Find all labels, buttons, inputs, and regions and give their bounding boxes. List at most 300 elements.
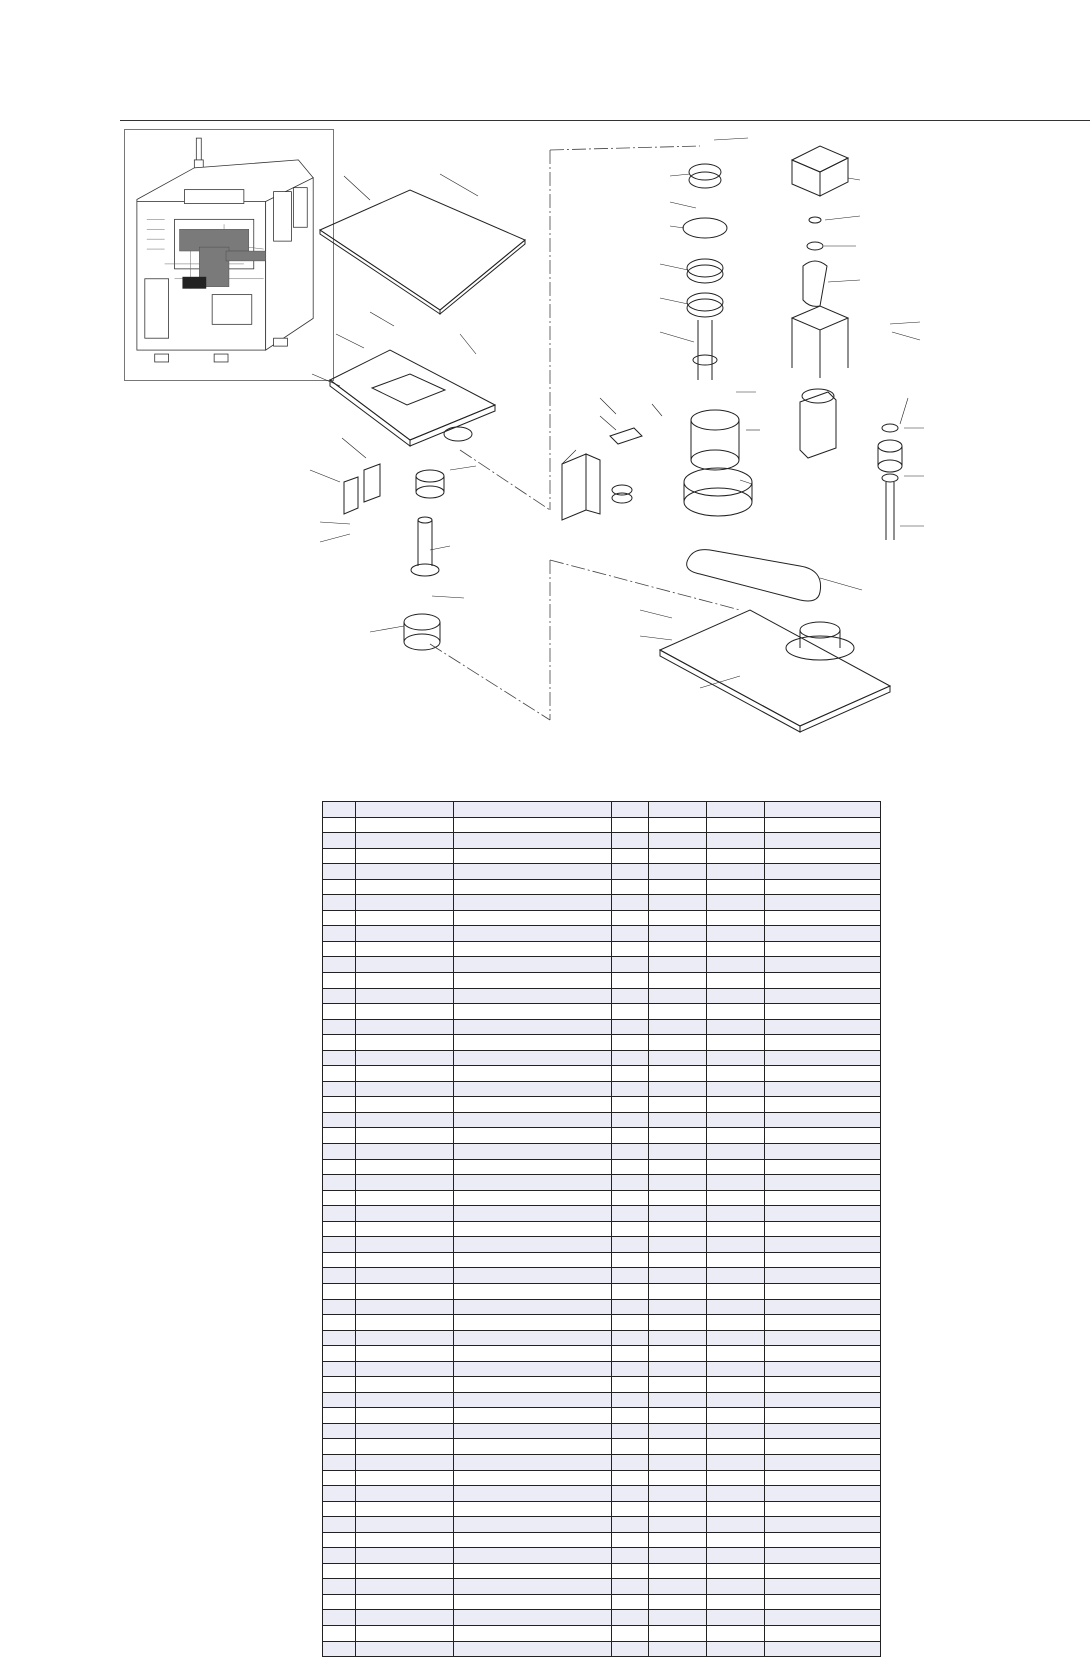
table-cell [649,1361,707,1377]
table-cell [649,1346,707,1362]
table-cell [649,1097,707,1113]
table-row [323,1486,881,1502]
table-row [323,802,881,818]
table-cell [765,848,881,864]
table-cell [612,833,649,849]
table-cell [612,1625,649,1641]
table-cell [323,1408,356,1424]
table-cell [649,1175,707,1191]
table-cell [649,1159,707,1175]
table-cell [454,1346,612,1362]
table-cell [649,1563,707,1579]
table-cell [323,1439,356,1455]
table-row [323,879,881,895]
table-cell [765,1268,881,1284]
table-cell [612,957,649,973]
table-cell [454,988,612,1004]
table-cell [707,1330,765,1346]
table-cell [707,879,765,895]
table-cell [454,973,612,989]
table-cell [356,1019,454,1035]
table-cell [649,1035,707,1051]
table-cell [765,1035,881,1051]
mounting-plate [330,350,495,440]
table-cell [612,864,649,880]
table-cell [707,1144,765,1160]
table-row [323,1439,881,1455]
table-cell [707,1050,765,1066]
table-row [323,1081,881,1097]
table-cell [356,1579,454,1595]
table-cell [649,802,707,818]
table-cell [356,1268,454,1284]
table-cell [612,1517,649,1533]
table-cell [765,1610,881,1626]
table-cell [707,1268,765,1284]
table-cell [454,1532,612,1548]
table-cell [707,1081,765,1097]
table-cell [765,1206,881,1222]
table-cell [707,1486,765,1502]
motor-cover [792,146,848,172]
table-row [323,848,881,864]
table-cell [707,1408,765,1424]
table-row [323,1128,881,1144]
table-cell [454,1470,612,1486]
table-cell [707,988,765,1004]
table-row [323,1408,881,1424]
table-cell [454,1066,612,1082]
table-cell [323,1361,356,1377]
table-row [323,817,881,833]
table-cell [765,1377,881,1393]
table-cell [612,1175,649,1191]
table-cell [707,1190,765,1206]
table-cell [649,926,707,942]
table-cell [454,1548,612,1564]
table-cell [323,973,356,989]
table-row [323,1548,881,1564]
table-cell [765,1144,881,1160]
table-cell [454,1517,612,1533]
table-cell [356,1112,454,1128]
table-cell [649,1408,707,1424]
table-cell [356,895,454,911]
table-cell [649,1112,707,1128]
table-cell [707,864,765,880]
table-cell [454,1454,612,1470]
table-cell [356,1283,454,1299]
table-row [323,1206,881,1222]
table-cell [649,988,707,1004]
table-cell [323,879,356,895]
table-cell [323,817,356,833]
table-cell [649,1221,707,1237]
table-cell [356,1330,454,1346]
table-cell [323,1175,356,1191]
table-cell [356,864,454,880]
table-cell [356,1252,454,1268]
table-cell [765,1128,881,1144]
table-cell [323,1641,356,1657]
table-cell [765,833,881,849]
table-cell [612,1470,649,1486]
table-row [323,1563,881,1579]
table-cell [356,1517,454,1533]
table-cell [612,1299,649,1315]
table-cell [707,1610,765,1626]
table-cell [356,1159,454,1175]
table-cell [454,1019,612,1035]
table-row [323,1517,881,1533]
table-cell [454,926,612,942]
table-row [323,1315,881,1331]
table-cell [323,1625,356,1641]
table-cell [612,1594,649,1610]
table-cell [356,1501,454,1517]
table-cell [707,848,765,864]
table-cell [454,1190,612,1206]
table-cell [454,1563,612,1579]
table-cell [765,1252,881,1268]
table-cell [356,1237,454,1253]
table-cell [323,957,356,973]
table-cell [323,1221,356,1237]
table-row [323,1066,881,1082]
table-row [323,1019,881,1035]
table-cell [356,1548,454,1564]
table-row [323,1112,881,1128]
table-cell [765,879,881,895]
table-cell [612,1392,649,1408]
table-cell [612,848,649,864]
table-cell [612,973,649,989]
table-cell [356,879,454,895]
table-cell [356,1066,454,1082]
table-row [323,1625,881,1641]
table-cell [454,1237,612,1253]
table-cell [356,1594,454,1610]
table-cell [323,848,356,864]
table-cell [454,1377,612,1393]
table-cell [765,1175,881,1191]
table-cell [612,1423,649,1439]
table-cell [323,1190,356,1206]
table-row [323,1004,881,1020]
table-cell [649,1625,707,1641]
table-cell [612,1532,649,1548]
table-cell [612,1206,649,1222]
table-cell [323,1392,356,1408]
table-cell [707,1346,765,1362]
table-row [323,1470,881,1486]
table-cell [323,1470,356,1486]
table-cell [323,1517,356,1533]
table-cell [765,1315,881,1331]
table-cell [707,1206,765,1222]
table-cell [323,1097,356,1113]
table-cell [765,1392,881,1408]
table-cell [323,1454,356,1470]
table-cell [612,1315,649,1331]
table-cell [323,1330,356,1346]
table-cell [323,1112,356,1128]
table-cell [649,1330,707,1346]
table-row [323,1641,881,1657]
table-cell [356,848,454,864]
table-cell [765,1330,881,1346]
table-cell [707,1097,765,1113]
table-cell [612,802,649,818]
table-cell [649,1190,707,1206]
table-cell [454,1361,612,1377]
table-cell [649,1454,707,1470]
parts-list-body [323,802,881,1657]
table-cell [765,1470,881,1486]
table-cell [454,1081,612,1097]
table-cell [612,1066,649,1082]
table-cell [765,1159,881,1175]
table-cell [707,1423,765,1439]
table-cell [765,1563,881,1579]
table-cell [356,1532,454,1548]
table-row [323,957,881,973]
table-cell [323,1346,356,1362]
table-cell [612,1019,649,1035]
mid-bracket [562,454,586,520]
table-row [323,1330,881,1346]
table-cell [649,1268,707,1284]
table-cell [612,1408,649,1424]
table-cell [356,988,454,1004]
table-cell [707,1501,765,1517]
table-cell [649,1486,707,1502]
table-cell [323,1081,356,1097]
table-cell [323,1066,356,1082]
table-cell [612,988,649,1004]
table-cell [765,802,881,818]
table-cell [707,926,765,942]
table-row [323,1579,881,1595]
table-cell [612,1081,649,1097]
table-cell [612,1563,649,1579]
table-cell [765,1190,881,1206]
table-cell [765,1641,881,1657]
table-cell [356,926,454,942]
table-cell [323,1144,356,1160]
table-cell [454,848,612,864]
table-cell [707,802,765,818]
table-row [323,864,881,880]
table-cell [765,1112,881,1128]
table-cell [765,1097,881,1113]
table-cell [612,1097,649,1113]
table-cell [356,1221,454,1237]
table-cell [454,1206,612,1222]
table-cell [356,1035,454,1051]
table-cell [707,941,765,957]
table-cell [707,1563,765,1579]
table-row [323,1050,881,1066]
table-cell [356,1454,454,1470]
table-cell [649,1594,707,1610]
table-row [323,1097,881,1113]
table-cell [356,1610,454,1626]
table-cell [612,1237,649,1253]
table-cell [649,1377,707,1393]
table-cell [612,1454,649,1470]
table-cell [454,1299,612,1315]
table-row [323,1237,881,1253]
table-cell [454,1050,612,1066]
table-cell [765,941,881,957]
table-cell [649,973,707,989]
table-cell [612,941,649,957]
table-row [323,973,881,989]
table-cell [454,1423,612,1439]
table-cell [454,1097,612,1113]
table-cell [356,1423,454,1439]
table-cell [765,864,881,880]
table-row [323,1377,881,1393]
table-cell [765,973,881,989]
table-cell [323,988,356,1004]
table-cell [323,1283,356,1299]
table-cell [612,1501,649,1517]
table-cell [356,1128,454,1144]
table-cell [454,941,612,957]
table-cell [765,1346,881,1362]
table-cell [612,1128,649,1144]
table-cell [765,1237,881,1253]
table-cell [765,988,881,1004]
table-row [323,1159,881,1175]
table-cell [612,1190,649,1206]
table-row [323,1454,881,1470]
table-cell [612,1283,649,1299]
table-cell [356,1361,454,1377]
table-cell [454,957,612,973]
table-cell [707,1392,765,1408]
table-cell [649,1517,707,1533]
table-cell [323,1128,356,1144]
table-cell [765,895,881,911]
table-cell [765,910,881,926]
table-cell [649,1081,707,1097]
table-cell [323,1237,356,1253]
table-cell [707,1579,765,1595]
table-cell [649,1610,707,1626]
table-cell [707,1019,765,1035]
table-cell [707,895,765,911]
table-cell [707,1299,765,1315]
table-cell [356,1097,454,1113]
table-cell [649,1392,707,1408]
table-cell [356,1641,454,1657]
table-cell [356,1439,454,1455]
table-cell [323,1579,356,1595]
table-cell [454,1035,612,1051]
table-cell [707,1252,765,1268]
table-cell [612,1579,649,1595]
table-cell [707,1625,765,1641]
table-cell [323,1268,356,1284]
table-cell [454,1221,612,1237]
table-cell [323,1299,356,1315]
table-cell [649,848,707,864]
table-row [323,1299,881,1315]
table-cell [323,1004,356,1020]
table-cell [765,1501,881,1517]
table-cell [454,1159,612,1175]
table-cell [649,1283,707,1299]
table-cell [454,1268,612,1284]
table-cell [707,1159,765,1175]
table-cell [612,1221,649,1237]
table-cell [454,1330,612,1346]
table-cell [765,1454,881,1470]
table-cell [707,1594,765,1610]
table-cell [649,895,707,911]
table-cell [323,802,356,818]
table-row [323,1532,881,1548]
table-cell [707,1128,765,1144]
table-cell [323,1206,356,1222]
table-cell [612,1377,649,1393]
table-cell [323,1501,356,1517]
table-cell [323,1019,356,1035]
table-cell [612,1346,649,1362]
table-cell [454,1486,612,1502]
table-cell [356,1144,454,1160]
table-cell [612,1035,649,1051]
table-cell [707,1361,765,1377]
table-cell [612,1004,649,1020]
table-cell [356,1050,454,1066]
table-cell [765,1004,881,1020]
table-cell [707,1035,765,1051]
table-cell [356,973,454,989]
table-row [323,1190,881,1206]
table-cell [454,1579,612,1595]
table-cell [707,1237,765,1253]
table-cell [649,1439,707,1455]
table-cell [765,1221,881,1237]
table-cell [356,1190,454,1206]
table-row [323,1283,881,1299]
table-cell [323,1532,356,1548]
table-cell [765,817,881,833]
table-cell [649,1004,707,1020]
table-cell [323,895,356,911]
table-cell [323,1423,356,1439]
table-row [323,1175,881,1191]
table-cell [612,1361,649,1377]
table-cell [323,1377,356,1393]
table-cell [649,910,707,926]
table-cell [612,1610,649,1626]
table-cell [356,910,454,926]
table-cell [454,1112,612,1128]
table-cell [765,1066,881,1082]
table-cell [323,1486,356,1502]
table-cell [323,941,356,957]
table-row [323,1346,881,1362]
table-cell [765,957,881,973]
table-cell [612,1252,649,1268]
table-cell [454,817,612,833]
table-cell [707,1517,765,1533]
